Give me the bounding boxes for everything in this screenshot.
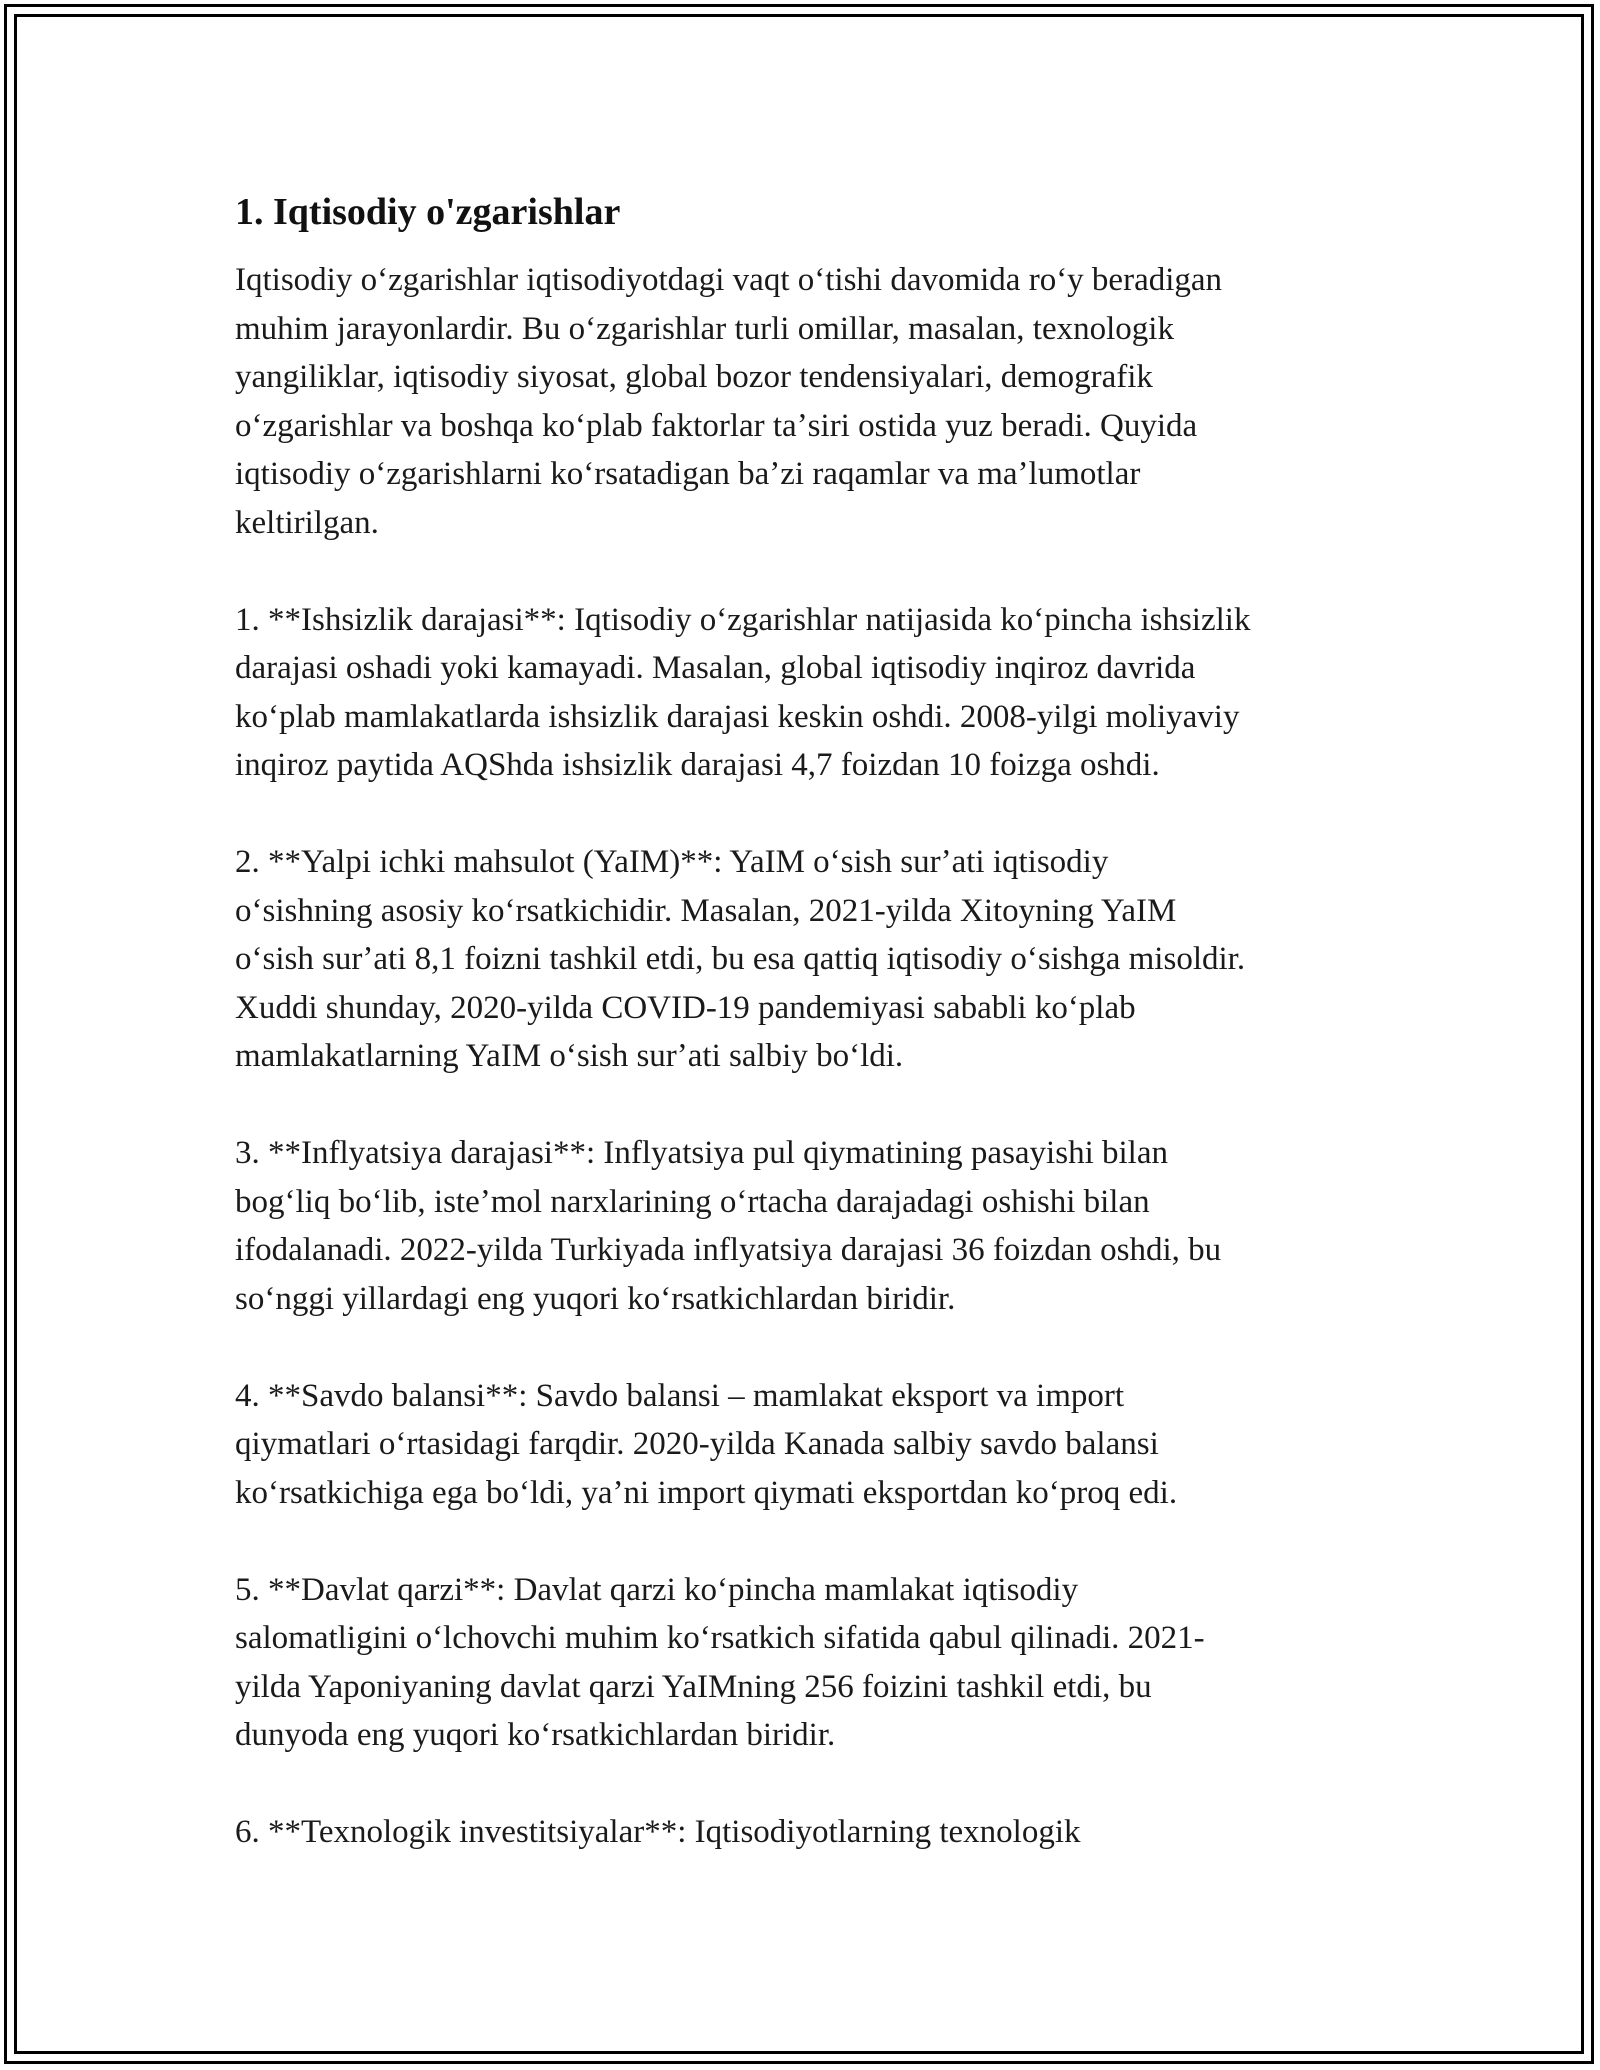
section-heading: 1. Iqtisodiy o'zgarishlar — [235, 191, 621, 233]
intro-paragraph: Iqtisodiy oʻzgarishlar iqtisodiyotdagi vaqt oʻtishi davomida roʻy beradigan muhim jarayonlardir. Bu oʻzgarishlar turli omillar, masalan, texnologik yangiliklar, iqtisodiy siyosat, global bozor tendensiyalari, demografik oʻzgarishlar va boshqa koʻplab faktorlar taʼsiri ostida yuz beradi. Quyida iqtisodiy oʻzgarishlarni koʻrsatadigan baʼzi raqamlar va maʼlumotlar keltirilgan. — [235, 262, 1223, 541]
list-item-public-debt: 5. **Davlat qarzi**: Davlat qarzi koʻpincha mamlakat iqtisodiy salomatligini oʻlchovchi muhim koʻrsatkich sifatida qabul qilinadi. 2021- yilda Yaponiyaning davlat qarzi YaIMning 256 foizini tashkil etdi, bu dunyoda eng yuqori koʻrsatkichlardan biridir. — [235, 1571, 1205, 1753]
list-item-unemployment: 1. **Ishsizlik darajasi**: Iqtisodiy oʻzgarishlar natijasida koʻpincha ishsizlik darajasi oshadi yoki kamayadi. Masalan, global iqtisodiy inqiroz davrida koʻplab mamlakatlarda ishsizlik darajasi keskin oshdi. 2008-yilgi moliyaviy inqiroz paytida AQShda ishsizlik darajasi 4,7 foizdan 10 foizga oshdi. — [235, 601, 1251, 783]
list-item-tech-investment: 6. **Texnologik investitsiyalar**: Iqtisodiyotlarning texnologik — [235, 1814, 1081, 1850]
list-item-inflation: 3. **Inflyatsiya darajasi**: Inflyatsiya pul qiymatining pasayishi bilan bogʻliq boʻlib, isteʼmol narxlarining oʻrtacha darajadagi oshishi bilan ifodalanadi. 2022-yilda Turkiyada inflyatsiya darajasi 36 foizdan oshdi, bu soʻnggi yillardagi eng yuqori koʻrsatkichlardan biridir. — [235, 1135, 1222, 1317]
list-item-gdp: 2. **Yalpi ichki mahsulot (YaIM)**: YaIM oʻsish surʼati iqtisodiy oʻsishning asosiy koʻrsatkichidir. Masalan, 2021-yilda Xitoyning YaIM oʻsish surʼati 8,1 foizni tashkil etdi, bu esa qattiq iqtisodiy oʻsishga misoldir. Xuddi shunday, 2020-yilda COVID-19 pandemiyasi sababli koʻplab mamlakatlarning YaIM oʻsish surʼati salbiy boʻldi. — [235, 844, 1246, 1074]
list-item-trade-balance: 4. **Savdo balansi**: Savdo balansi – mamlakat eksport va import qiymatlari oʻrtasidagi farqdir. 2020-yilda Kanada salbiy savdo balansi koʻrsatkichiga ega boʻldi, yaʼni import qiymati eksportdan koʻproq edi. — [235, 1377, 1178, 1511]
document-body — [235, 188, 1375, 1857]
